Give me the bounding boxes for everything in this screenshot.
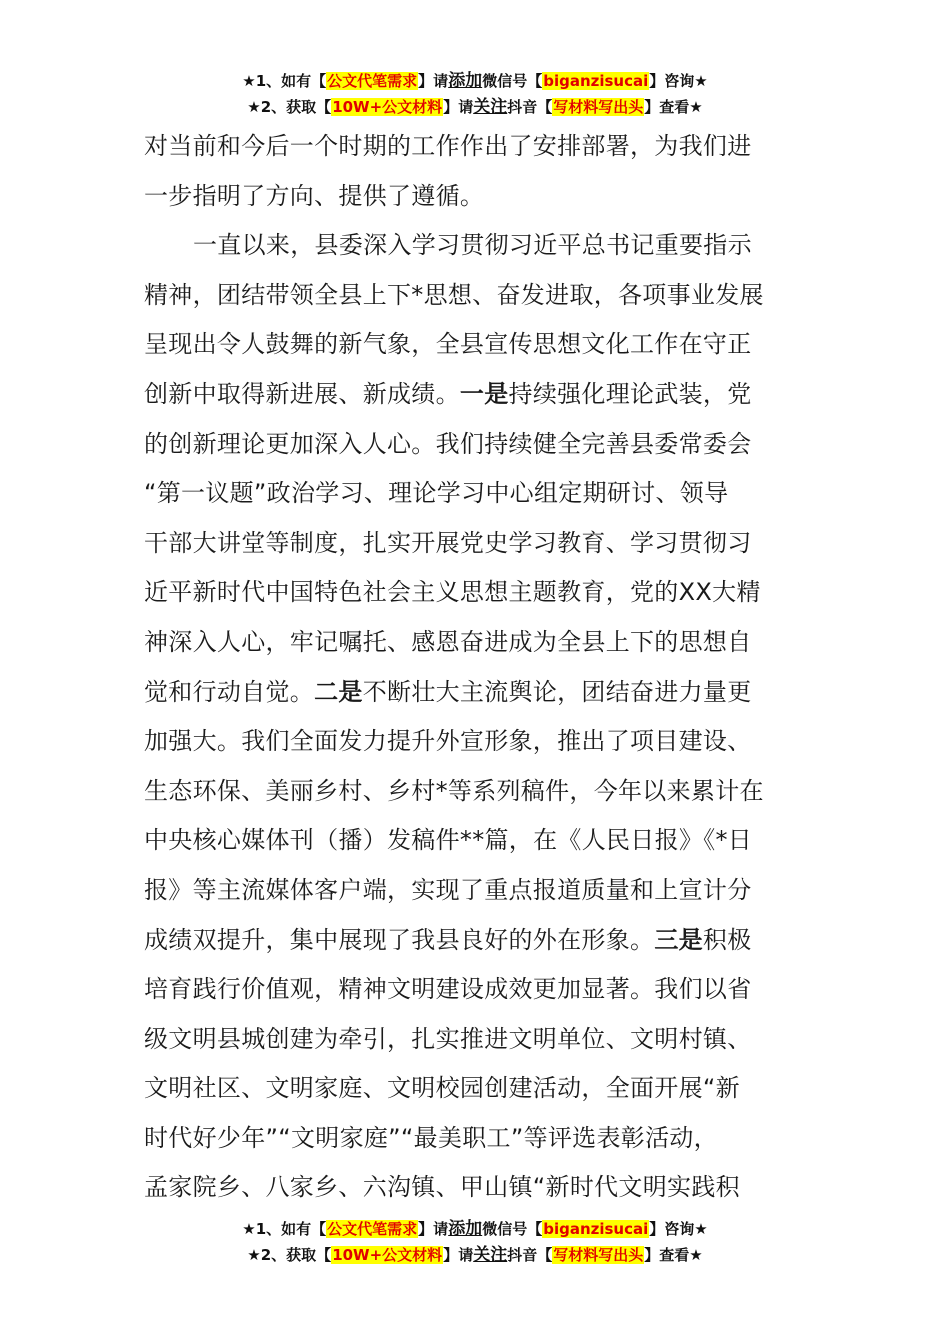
highlight-materials: 10W+公文材料 (332, 98, 443, 116)
banner-line-1: ★1、如有【公文代笔需求】请添加微信号【biganzisucai】咨询★ (242, 71, 708, 91)
footer-banner (0, 1216, 950, 1268)
document-body (144, 122, 806, 1213)
paragraph-2: 一直以来，县委深入学习贯彻习近平总书记重要指示 精神，团结带领全县上下*思想、奋发进取，各项事业发展 呈现出令人鼓舞的新气象，全县宣传思想文化工作在守正 创新中取得新进展、新成绩。一是持续强化理论武装，党 的创新理论更加深入人心。我们持续健全完善县委常委会 “第一议题”政治学习、理论学习中心组定期研讨、领导 干部大讲堂等制度，扎实开展党史学习教育、学习贯彻习 近平新时代中国特色社会主义思想主题教育，党的XX大精 神深入人心，牢记嘱托、感恩奋进成为全县上下的思想自 觉和行动自觉。二是不断壮大主流舆论，团结奋进力量更 加强大。我们全面发力提升外宣形象，推出了项目建设、 生态环保、美丽乡村、乡村*等系列稿件，今年以来累计在 中央核心媒体刊（播）发稿件**篇，在《人民日报》《*日 报》等主流媒体客户端，实现了重点报道质量和上宣计分 成绩双提升，集中展现了我县良好的外在形象。三是积极 培育践行价值观，精神文明建设成效更加显著。我们以省 级文明县城创建为牵引，扎实推进文明单位、文明村镇、 文明社区、文明家庭、文明校园创建活动，全面开展“新 时代好少年”“文明家庭”“最美职工”等评选表彰活动， 孟家院乡、八家乡、六沟镇、甲山镇“新时代文明实践积 (144, 231, 764, 1202)
highlight-ghostwriting: 公文代笔需求 (327, 72, 418, 90)
footer-line-2: ★2、获取【10W+公文材料】请关注抖音【写材料写出头】查看★ (247, 1245, 703, 1265)
point-two-label: 二是 (314, 677, 363, 706)
header-banner (0, 68, 950, 120)
highlight-douyin: 写材料写出头 (553, 98, 644, 116)
point-three-label: 三是 (654, 925, 703, 954)
banner-line-2: ★2、获取【10W+公文材料】请关注抖音【写材料写出头】查看★ (247, 97, 703, 117)
point-one-label: 一是 (459, 379, 509, 408)
footer-line-1: ★1、如有【公文代笔需求】请添加微信号【biganzisucai】咨询★ (242, 1219, 708, 1239)
highlight-wechat-id: biganzisucai (543, 72, 649, 90)
paragraph-1: 对当前和今后一个时期的工作作出了安排部署，为我们进 一步指明了方向、提供了遵循。 (144, 132, 752, 210)
